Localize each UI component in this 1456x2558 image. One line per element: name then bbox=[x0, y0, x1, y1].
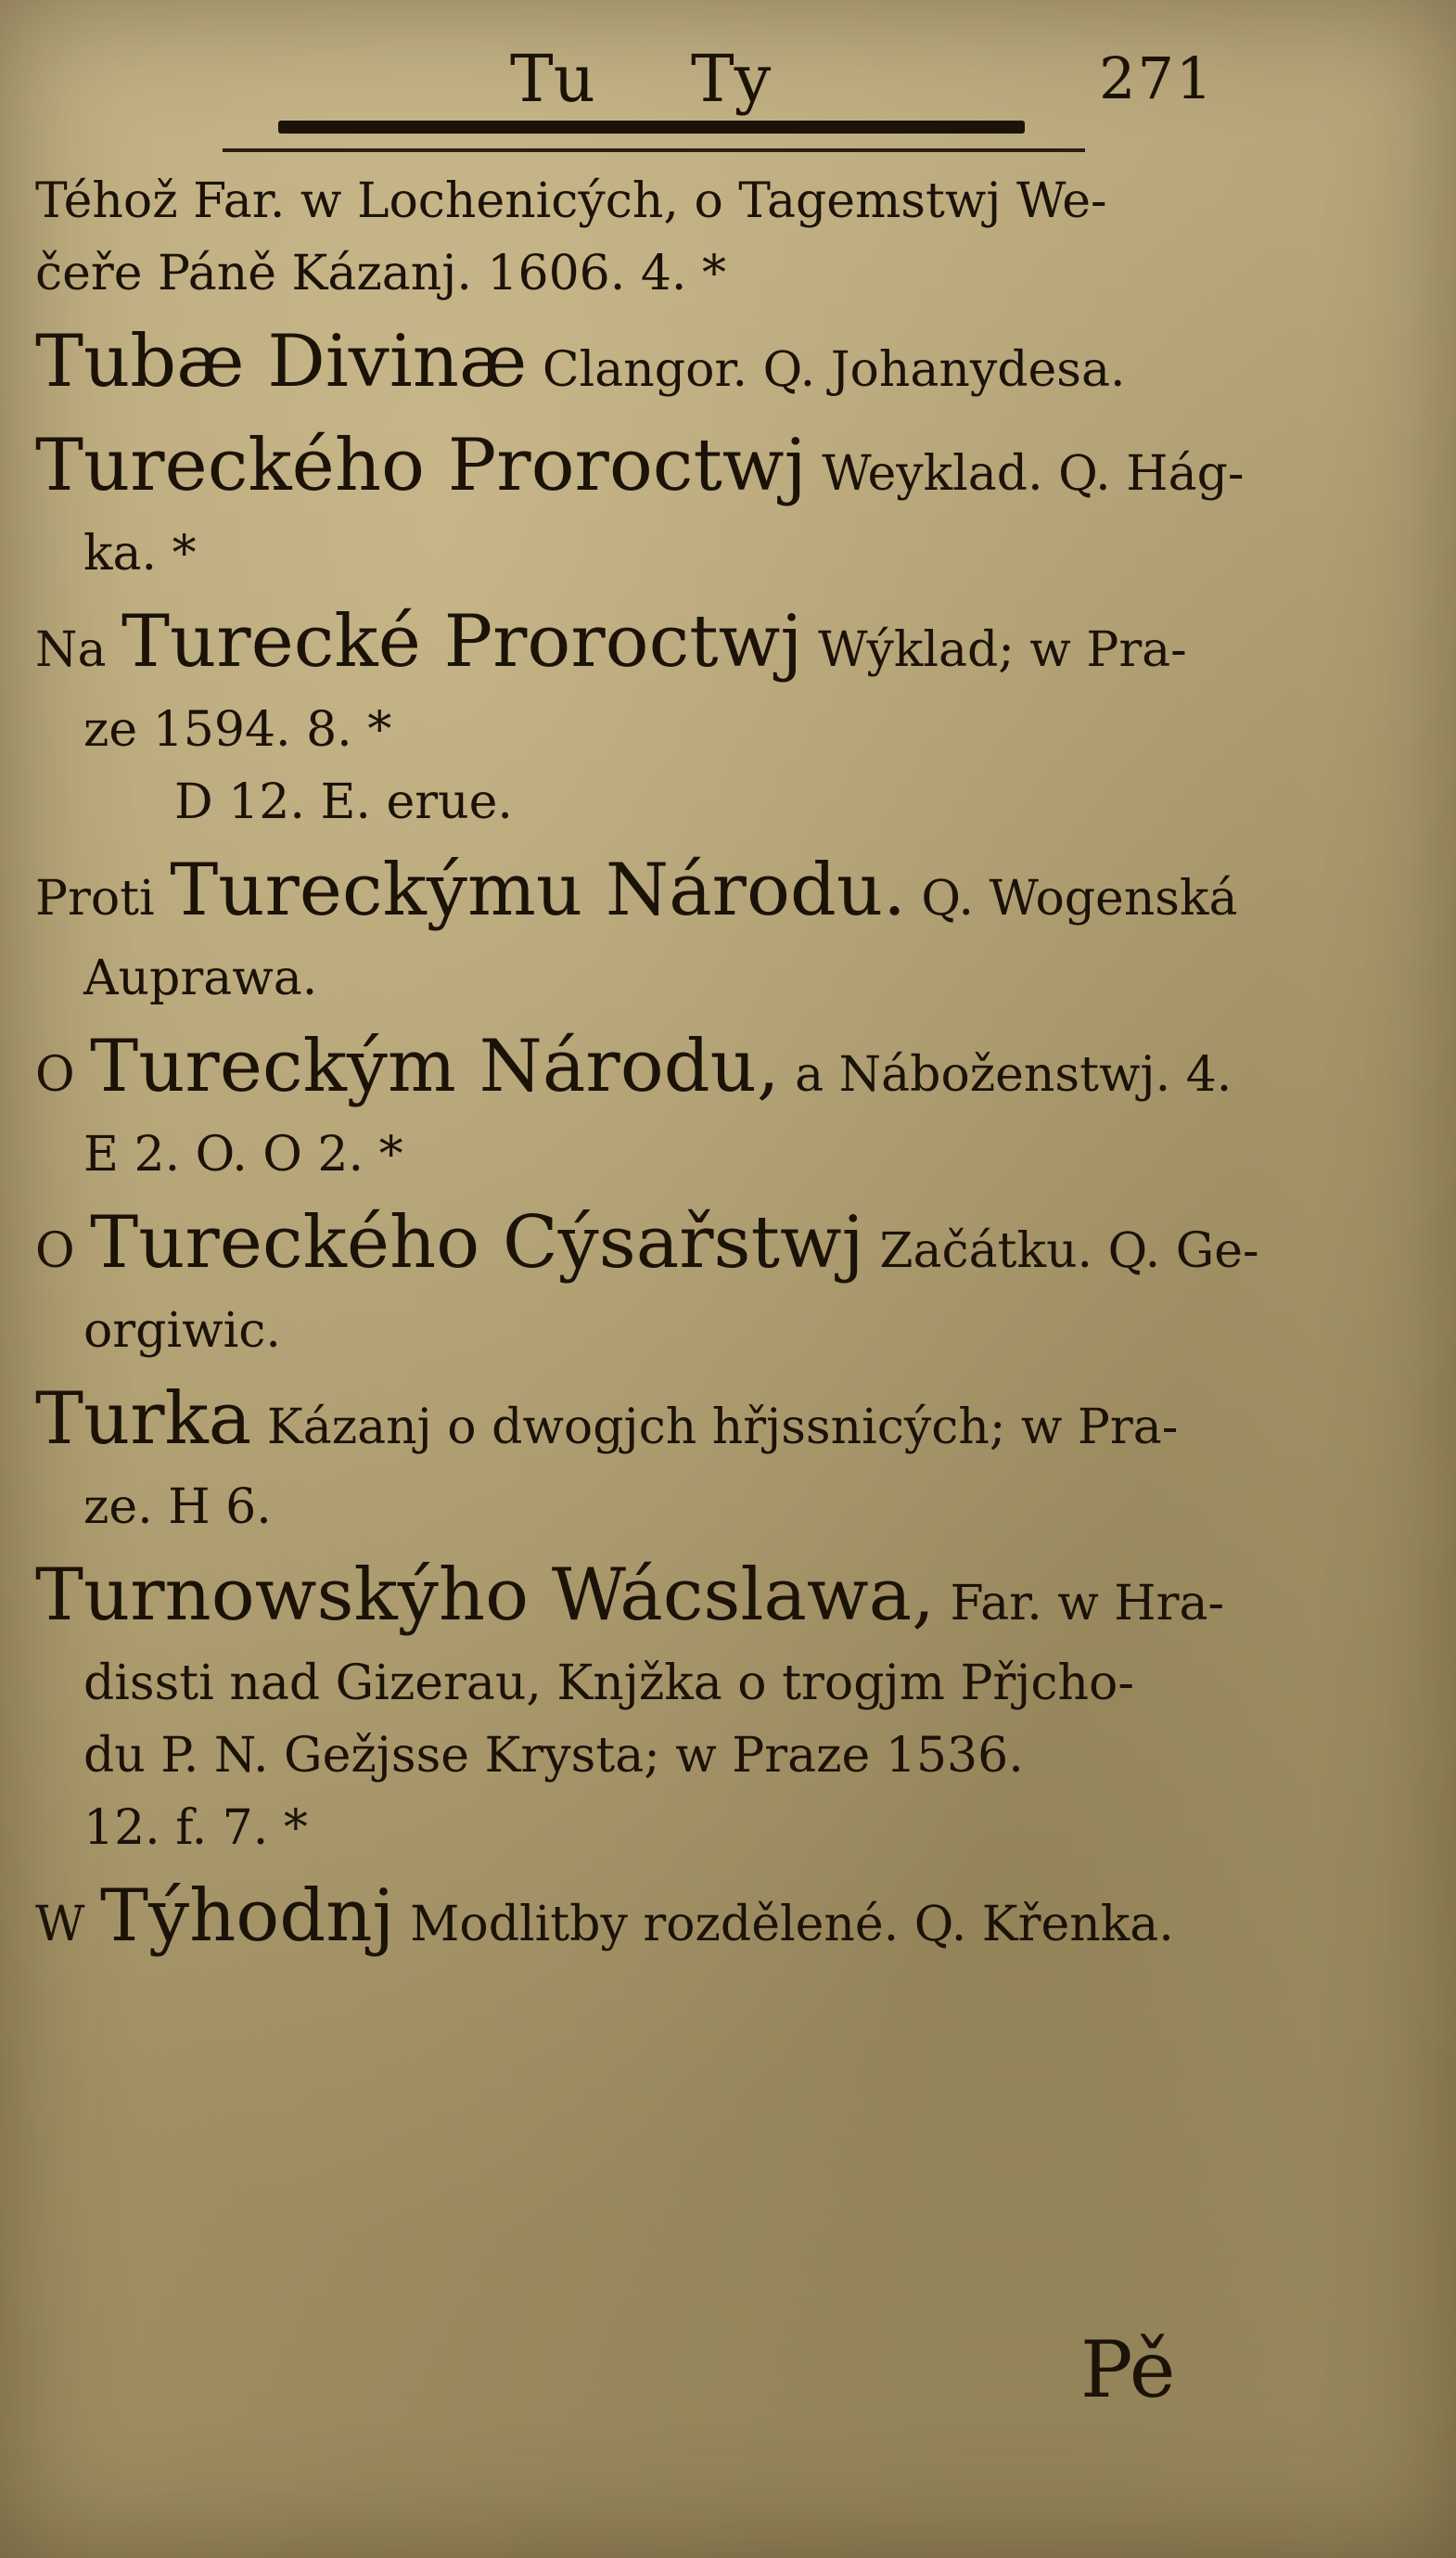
entry-continuation: dissti nad Gizerau, Knjžka o trogjm Přjcho- bbox=[83, 1656, 1134, 1711]
entry-headword: Turnowskýho Wácslawa, bbox=[35, 1554, 935, 1637]
catalogue-entry bbox=[35, 590, 1315, 838]
entry-headword: Turka bbox=[35, 1377, 252, 1461]
catalogue-entry bbox=[35, 1543, 1315, 1864]
entry-rest: Q. Wogenská bbox=[905, 871, 1238, 927]
entry-line: Téhož Far. w Lochenicých, o Tagemstwj We- bbox=[35, 173, 1107, 229]
catalogue-entries bbox=[35, 165, 1315, 1968]
entry-headword: Turecké Proroctwj bbox=[121, 600, 803, 684]
entry-line: čeře Páně Kázanj. 1606. 4. * bbox=[35, 246, 726, 301]
page-number: 271 bbox=[1099, 45, 1215, 112]
entry-continuation: ka. * bbox=[83, 526, 197, 582]
entry-first-line bbox=[35, 1015, 1315, 1119]
entry-prefix: Na bbox=[35, 622, 122, 678]
catchword: Pě bbox=[1080, 2324, 1176, 2415]
entry-continuation: orgiwic. bbox=[83, 1303, 281, 1359]
entry-headword: Tureckého Cýsařstwj bbox=[90, 1201, 864, 1285]
entry-rest: Kázanj o dwogjch hřjssnicých; w Pra- bbox=[251, 1400, 1179, 1455]
catalogue-entry bbox=[35, 1367, 1315, 1543]
entry-continuation: E 2. O. O 2. * bbox=[83, 1127, 403, 1183]
catalogue-entry bbox=[35, 1191, 1315, 1367]
entry-headword: Tubæ Divinæ bbox=[35, 320, 528, 403]
entry-rest: Far. w Hra- bbox=[934, 1576, 1225, 1631]
entry-first-line bbox=[35, 1543, 1315, 1647]
catalogue-entry bbox=[35, 838, 1315, 1015]
entry-continuation: du P. N. Gežjsse Krysta; w Praze 1536. bbox=[83, 1728, 1024, 1784]
entry-rest: Začátku. Q. Ge- bbox=[863, 1223, 1259, 1279]
catalogue-entry bbox=[35, 414, 1315, 590]
entry-first-line bbox=[35, 1191, 1315, 1295]
page-header bbox=[0, 37, 1456, 121]
header-rule-thin bbox=[223, 148, 1085, 152]
entry-prefix: Proti bbox=[35, 871, 171, 927]
entry-first-line bbox=[35, 310, 1315, 414]
catalogue-entry bbox=[35, 1864, 1315, 1968]
entry-rest: Wýklad; w Pra- bbox=[802, 622, 1187, 678]
entry-rest: a Náboženstwj. 4. bbox=[779, 1047, 1232, 1103]
entry-rest: Weyklad. Q. Hág- bbox=[806, 446, 1245, 502]
entry-continuation: 12. f. 7. * bbox=[83, 1800, 308, 1856]
catalogue-entry bbox=[35, 310, 1315, 414]
entry-first-line bbox=[35, 414, 1315, 518]
entry-first-line bbox=[35, 838, 1315, 942]
entry-first-line bbox=[35, 1367, 1315, 1471]
running-head-right: Ty bbox=[691, 41, 772, 117]
entry-headword: Tureckého Proroctwj bbox=[35, 424, 807, 507]
entry-first-line bbox=[35, 1864, 1315, 1968]
entry-rest: Modlitby rozdělené. Q. Křenka. bbox=[394, 1897, 1174, 1952]
catalogue-entry bbox=[35, 165, 1315, 310]
entry-continuation: ze. H 6. bbox=[83, 1479, 272, 1535]
entry-continuation: ze 1594. 8. * bbox=[83, 702, 392, 758]
entry-headword: Tureckým Národu, bbox=[90, 1025, 780, 1108]
entry-prefix: W bbox=[35, 1897, 100, 1952]
running-head-left: Tu bbox=[510, 41, 595, 117]
entry-prefix: O bbox=[35, 1223, 91, 1279]
entry-rest: Clangor. Q. Johanydesa. bbox=[527, 342, 1126, 398]
entry-headword: Tureckýmu Národu. bbox=[170, 849, 906, 932]
entry-continuation: Auprawa. bbox=[83, 951, 318, 1006]
catalogue-entry bbox=[35, 1015, 1315, 1191]
header-rule-thick bbox=[278, 121, 1025, 134]
entry-cross-reference: D 12. E. erue. bbox=[174, 774, 513, 830]
entry-headword: Týhodnj bbox=[99, 1874, 395, 1958]
entry-prefix: O bbox=[35, 1047, 91, 1103]
entry-first-line bbox=[35, 590, 1315, 694]
